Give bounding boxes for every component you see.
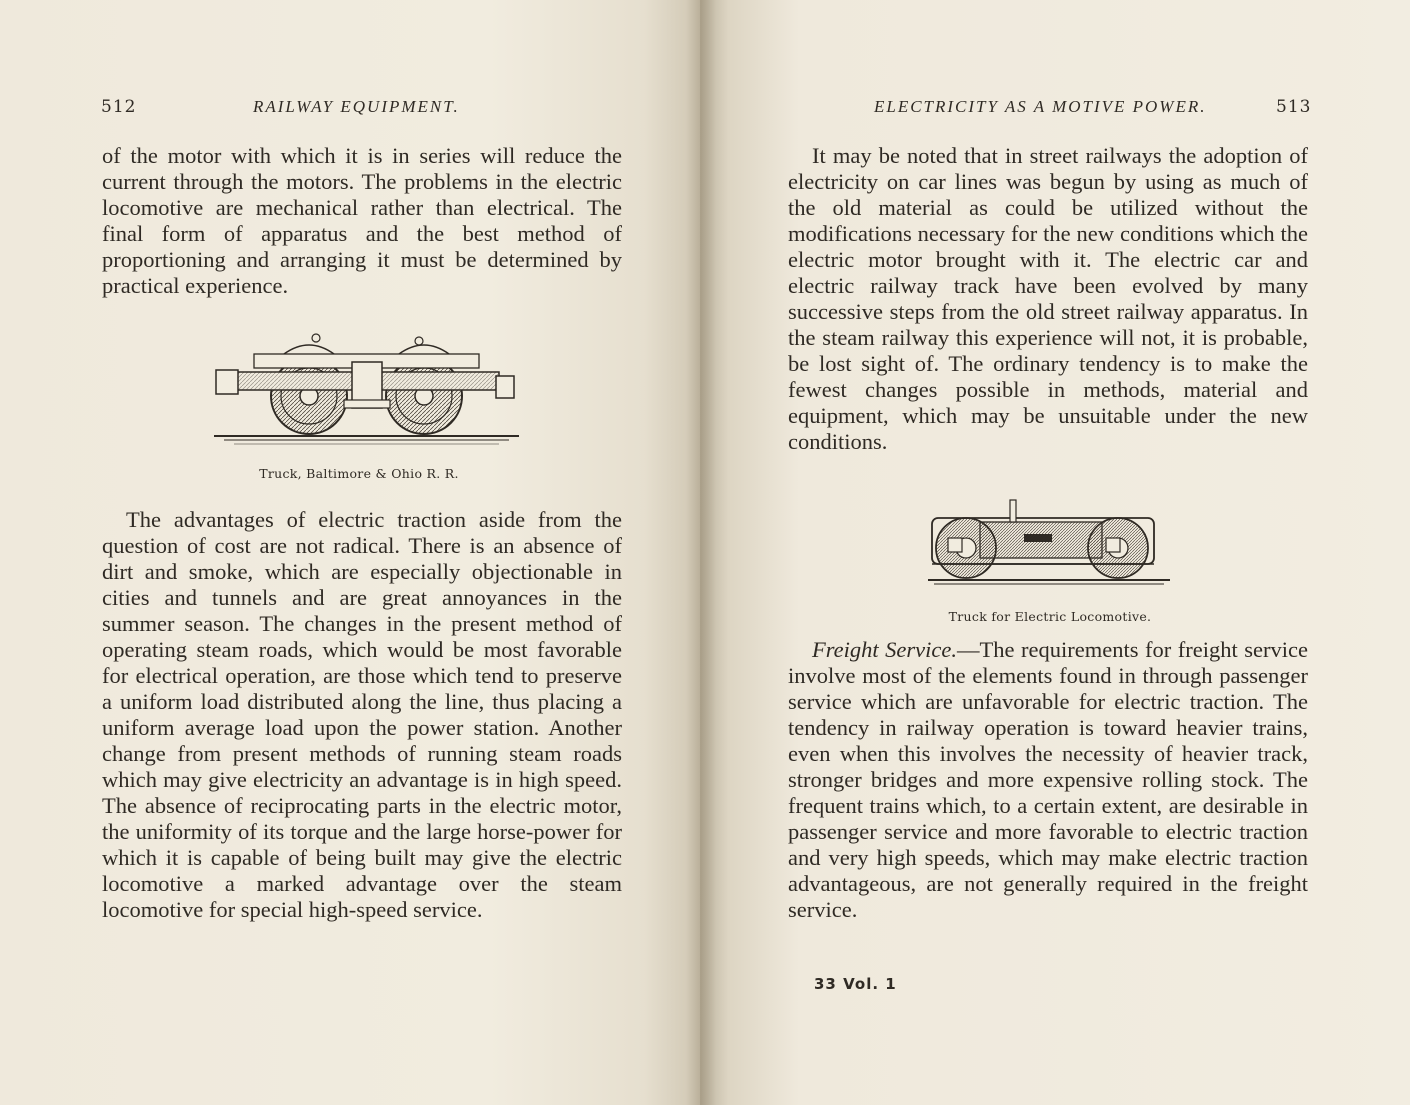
right-paragraph-2 — [788, 637, 1308, 923]
left-running-title-text: RAILWAY EQUIPMENT. — [253, 97, 460, 116]
left-page-number: 512 — [101, 97, 137, 117]
left-page — [0, 0, 700, 1105]
left-paragraph-2-text: The advantages of electric traction aside from the question of cost are not radical. There is an absence of dirt and smoke, which are especially objectionable in cities and tunnels and are great annoyances in the summer season. The changes in the present method of operating steam roads, which would be most favorable for electrical operation, are those which tend to preserve a uniform load distributed along the line, thus placing a uniform average load upon the power station. Another change from present methods of running steam roads which may give electricity an advantage is in high speed. The absence of reciprocating parts in the electric motor, the uniformity of its torque and the large horse-power for which it is capable of being built may give the electric locomotive a marked advantage over the steam locomotive for special high-speed service. — [102, 507, 622, 922]
signature-mark: 33 Vol. 1 — [814, 975, 897, 993]
right-running-title — [874, 97, 1206, 117]
left-paragraph-1-text: of the motor with which it is in series will reduce the current through the motors. The problems in the electric locomotive are mechanical rather than electrical. The final form of apparatus and the best method of proportioning and arranging it must be determined by practical experience. — [102, 143, 622, 298]
left-figure-caption: Truck, Baltimore & Ohio R. R. — [259, 466, 459, 481]
right-page — [700, 0, 1410, 1105]
truck-electric-illustration — [928, 498, 1170, 594]
truck-electric-drawing — [928, 498, 1170, 594]
gutter-shadow — [686, 0, 716, 1105]
left-paragraph-1 — [102, 143, 622, 299]
left-paragraph-2 — [102, 507, 622, 923]
right-paragraph-2-para — [788, 637, 1308, 923]
truck-bo-drawing — [214, 330, 519, 452]
right-running-title-text: ELECTRICITY AS A MOTIVE POWER. — [874, 97, 1207, 116]
right-paragraph-1-text: It may be noted that in street railways the adoption of electricity on car lines was begun by using as much of the old material as could be utilized without the modifications necessary for the new conditions which the electric motor brought with it. The electric car and electric railway track have been evolved by many successive steps from the old street railway apparatus. In the steam railway this experience will not, it is probable, be lost sight of. The ordinary tendency is to make the fewest changes possible in methods, material and equipment, which may be unsuitable under the new conditions. — [788, 143, 1308, 454]
truck-bo-illustration — [214, 330, 519, 452]
right-page-number: 513 — [1276, 97, 1312, 117]
right-paragraph-2-text: —The requirements for freight service involve most of the elements found in through passenger service which are unfavorable for electric traction. The tendency in railway operation is toward heavier trains, even when this involves the necessity of heavier track, stronger bridges and more expensive rolling stock. The frequent trains which, to a certain extent, are desirable in passenger service and more favorable to electric traction and very high speeds, which may make electric traction advantageous, are not generally required in the freight service. — [788, 637, 1308, 922]
right-paragraph-1 — [788, 143, 1308, 455]
left-running-title — [253, 97, 460, 117]
right-figure-caption: Truck for Electric Locomotive. — [948, 609, 1152, 624]
freight-service-heading: Freight Service. — [812, 637, 958, 662]
